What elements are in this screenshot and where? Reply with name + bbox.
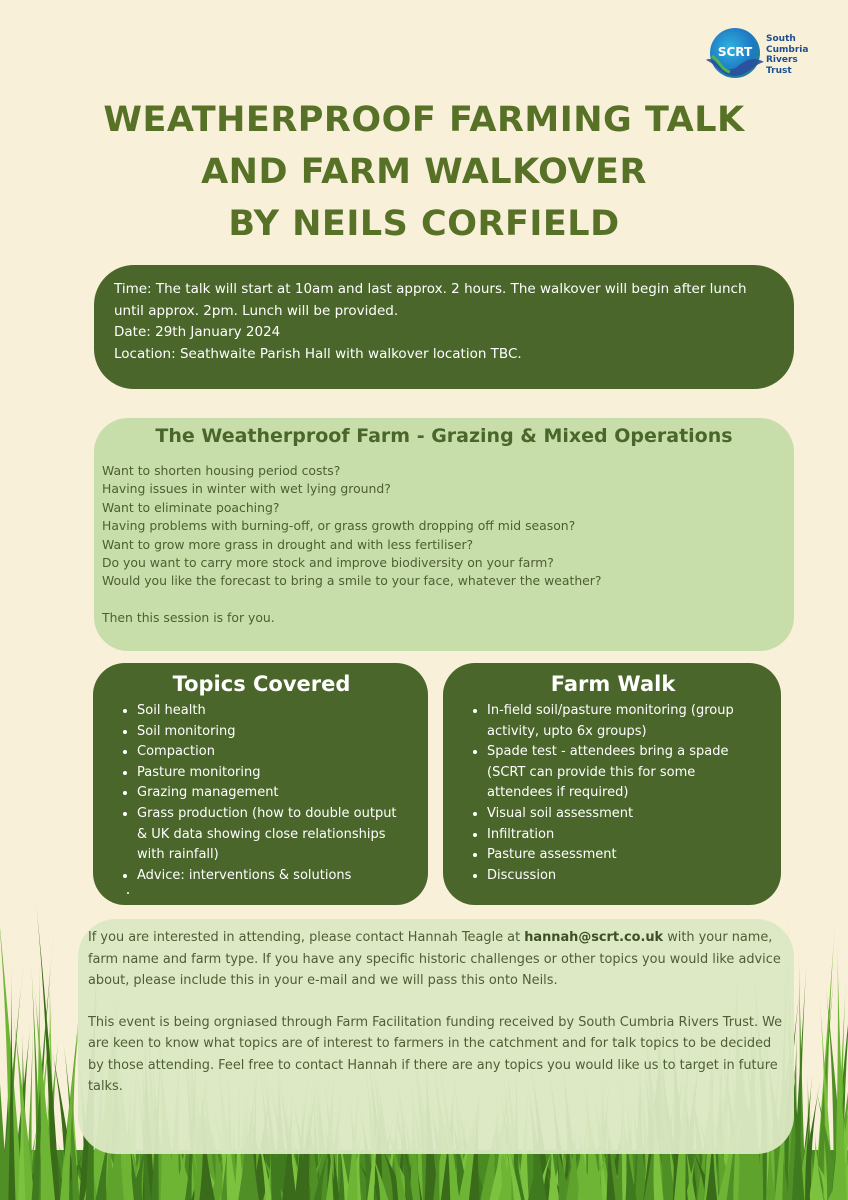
contact-box xyxy=(78,919,794,1154)
contact-text-before: If you are interested in attending, please contact Hannah Teagle at xyxy=(88,930,525,945)
logo-name-line: Cumbria xyxy=(766,44,809,55)
page-title-line-1: WEATHERPROOF FARMING TALK xyxy=(103,100,745,140)
topic-item: • Grazing management xyxy=(137,783,410,804)
topic-item: • Advice: interventions & solutions xyxy=(137,866,410,887)
contact-paragraph xyxy=(88,927,784,992)
topic-item: • Soil monitoring xyxy=(137,722,410,743)
event-info-box xyxy=(94,265,794,389)
event-location: Location: Seathwaite Parish Hall with walkover location TBC. xyxy=(114,345,522,362)
logo-abbreviation: SCRT xyxy=(717,45,753,59)
walk-item: • Visual soil assessment xyxy=(487,804,763,825)
question-item: Want to shorten housing period costs? xyxy=(102,463,341,478)
logo-name-line: South xyxy=(766,34,796,44)
question-item: Do you want to carry more stock and improve biodiversity on your farm? xyxy=(102,555,554,571)
farm-walk-box xyxy=(443,663,781,905)
topics-list xyxy=(113,701,410,900)
walk-item: • In-field soil/pasture monitoring (group activity, upto 6x groups) xyxy=(487,701,763,742)
topic-item: • Soil health xyxy=(137,701,410,722)
question-item: Would you like the forecast to bring a smile to your face, whatever the weather? xyxy=(102,573,602,589)
question-item: Want to eliminate poaching? xyxy=(102,499,280,515)
weatherproof-farm-heading: The Weatherproof Farm - Grazing & Mixed Operations xyxy=(155,425,733,447)
topics-covered-box xyxy=(93,663,428,905)
scrt-logo xyxy=(704,24,814,82)
funding-paragraph: This event is being orgniased through Farm Facilitation funding received by South Cumbria Rivers Trust. We are keen to know what topics are of interest to farmers in the catchment and for talk topics to be decided by those attending. Feel free to contact Hannah if there are any topics you would like us to target in future talks. xyxy=(88,1014,783,1094)
farm-walk-list xyxy=(463,701,763,886)
question-item: Want to grow more grass in drought and with less fertiliser? xyxy=(102,536,474,552)
topic-item: • Compaction xyxy=(137,742,410,763)
contact-text-after: with your name, farm name and farm type. If you have any specific historic challenges or other topics you would like advice about, please include this in your e-mail and we will pass this onto Neils. xyxy=(88,930,781,988)
logo-name xyxy=(766,34,826,76)
question-list xyxy=(102,462,786,627)
logo-name-line: Trust xyxy=(766,65,792,76)
walk-item: • Spade test - attendees bring a spade (SCRT can provide this for some attendees if required) xyxy=(487,742,763,804)
page-title-line-2: AND FARM WALKOVER xyxy=(201,152,647,192)
event-date: Date: 29th January 2024 xyxy=(114,324,281,340)
topic-item: • Grass production (how to double output & UK data showing close relationships with rainfall) xyxy=(137,804,410,866)
weatherproof-farm-box xyxy=(94,418,794,651)
event-time-line-1: Time: The talk will start at 10am and last approx. 2 hours. The walkover will begin after lunch xyxy=(114,281,747,297)
event-time-line-2: until approx. 2pm. Lunch will be provided. xyxy=(114,302,399,319)
contact-email-link[interactable]: hannah@scrt.co.uk xyxy=(524,930,664,945)
topics-covered-heading: Topics Covered xyxy=(172,672,351,696)
question-item: Having issues in winter with wet lying ground? xyxy=(102,481,391,497)
walk-item: • Discussion xyxy=(487,866,763,887)
logo-name-line: Rivers xyxy=(766,55,798,65)
walk-item: • Pasture assessment xyxy=(487,845,763,866)
session-closing-text: Then this session is for you. xyxy=(102,609,275,625)
farm-walk-heading: Farm Walk xyxy=(550,672,676,696)
empty-list-bullet xyxy=(137,886,410,900)
question-item: Having problems with burning-off, or grass growth dropping off mid season? xyxy=(102,518,576,534)
topic-item: • Pasture monitoring xyxy=(137,763,410,784)
page-title-line-3: BY NEILS CORFIELD xyxy=(228,204,620,244)
walk-item: • Infiltration xyxy=(487,825,763,846)
